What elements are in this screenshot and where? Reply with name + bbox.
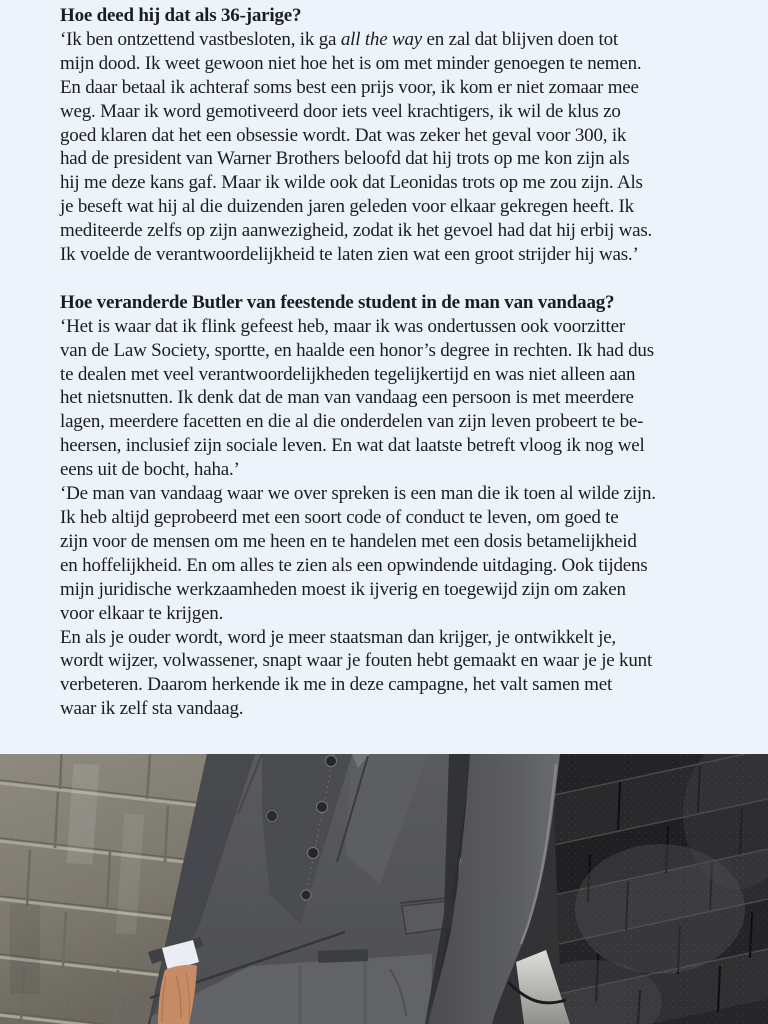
text-line: eens uit de bocht, haha.’	[60, 459, 240, 481]
text-line: mediteerde zelfs op zijn aanwezigheid, zodat ik het gevoel had dat hij erbij was.	[60, 220, 653, 242]
answer-text	[60, 28, 722, 267]
vest-button	[301, 890, 311, 900]
text-line: verbeteren. Daarom herkende ik me in deze campagne, het valt samen met	[60, 674, 613, 696]
text-line: het nietsnutten. Ik denk dat de man van vandaag een persoon is met meerdere	[60, 387, 634, 409]
text-line: En als je ouder wordt, word je meer staatsman dan krijger, je ontwikkelt je,	[60, 626, 616, 648]
text-line: mijn juridische werkzaamheden moest ik ijverig en toegewijd zijn om zaken	[60, 578, 626, 600]
interview-section-2	[60, 291, 722, 721]
text-line: wordt wijzer, volwassener, snapt waar je fouten hebt gemaakt en waar je je kunt	[60, 650, 653, 672]
article-photo	[0, 754, 768, 1024]
text-line: lagen, meerdere facetten en die al die onderdelen van zijn leven probeert te be-	[60, 411, 644, 433]
question-heading: Hoe veranderde Butler van feestende student in de man van vandaag?	[60, 291, 615, 313]
text-line: mijn dood. Ik weet gewoon niet hoe het is om met minder genoegen te nemen.	[60, 52, 642, 74]
text-line: zijn voor de mensen om me heen en te handelen met een dosis betamelijkheid	[60, 530, 637, 552]
text-line: goed klaren dat het een obsessie wordt. Dat was zeker het geval voor 300, ik	[60, 124, 627, 146]
text-line: ‘De man van vandaag waar we over spreken is een man die ik toen al wilde zijn.	[60, 483, 656, 505]
text-line: Ik heb altijd geprobeerd met een soort code of conduct te leven, om goed te	[60, 507, 619, 529]
vest-button	[308, 848, 319, 859]
text-line: waar ik zelf sta vandaag.	[60, 698, 244, 720]
interview-section-1	[60, 4, 722, 267]
jacket-button	[267, 811, 278, 822]
interview-article	[60, 4, 722, 721]
text-line: Ik voelde de verantwoordelijkheid te laten zien wat een groot strijder hij was.’	[60, 244, 639, 266]
text-line: je beseft wat hij al die duizenden jaren geleden voor elkaar gekregen heeft. Ik	[60, 196, 634, 218]
text-line: voor elkaar te krijgen.	[60, 602, 224, 624]
text-line: te dealen met veel verantwoordelijkheden tegelijkertijd en was niet alleen aan	[60, 363, 636, 385]
text-line: ‘Ik ben ontzettend vastbesloten, ik ga all the way en zal dat blijven doen tot	[60, 28, 618, 50]
vest-button	[326, 756, 337, 767]
text-line: hij me deze kans gaf. Maar ik wilde ook dat Leonidas trots op me zou zijn. Als	[60, 172, 643, 194]
text-line: van de Law Society, sportte, en haalde een honor’s degree in rechten. Ik had dus	[60, 339, 654, 361]
text-line: En daar betaal ik achteraf soms best een prijs voor, ik kom er niet zomaar mee	[60, 76, 639, 98]
text-line: weg. Maar ik word gemotiveerd door iets veel krachtigers, ik wil de klus zo	[60, 100, 621, 122]
text-line: had de president van Warner Brothers beloofd dat hij trots op me kon zijn als	[60, 148, 630, 170]
question-heading: Hoe deed hij dat als 36-jarige?	[60, 5, 302, 26]
vest-button	[317, 802, 328, 813]
text-line: en hoffelijkheid. En om alles te zien als een opwindende uitdaging. Ook tijdens	[60, 554, 648, 576]
text-line: heersen, inclusief zijn sociale leven. En wat dat laatste betreft vloog ik nog wel	[60, 435, 645, 457]
answer-text	[60, 315, 722, 721]
text-line: ‘Het is waar dat ik flink gefeest heb, maar ik was ondertussen ook voorzitter	[60, 315, 625, 337]
